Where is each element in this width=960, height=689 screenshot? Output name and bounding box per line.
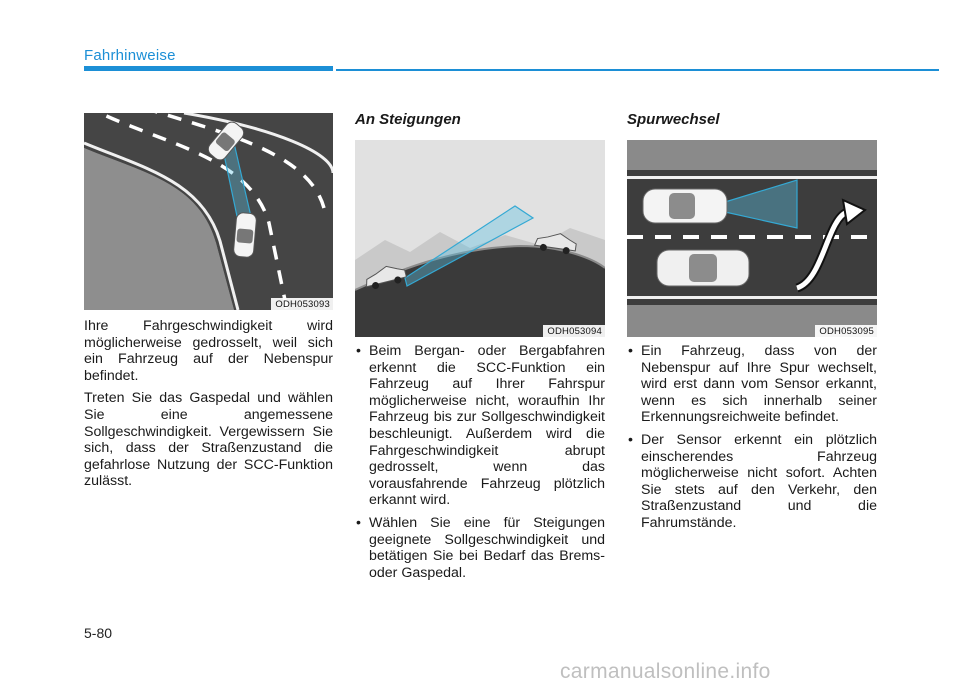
figure-code: ODH053095 [815,325,877,337]
header-rule-thick [84,66,333,71]
own-car [233,212,257,258]
own-car [643,189,727,223]
page-number: 5-80 [84,625,113,641]
curve-illustration [84,113,333,310]
figure-slope [355,140,605,337]
watermark: carmanualsonline.info [560,660,771,683]
heading-steigungen: An Steigungen [355,111,461,128]
paragraph: Treten Sie das Gaspedal und wählen Sie eine angemessene Sollgeschwindigkeit. Vergewissern Sie sich, dass der Straßenzustand die gefahrlose Nutzung der SCC-Funktion zulässt. [84,390,333,490]
merging-car [657,250,749,286]
bullet-item: • Beim Bergan- oder Bergabfahren erkennt die SCC-Funktion ein Fahrzeug auf Ihrer Fahrspur möglicherweise nicht, woraufhin Ihr Fahrzeug bis zur Sollgeschwindigkeit beschleunigt. Außerdem wird die Fahrgeschwindigkeit abrupt gedrosselt, wenn das vorausfahrende Fahrzeug plötzlich erkannt wird. [355,343,605,509]
figure-lane-change [627,140,877,337]
bullet-item: • Wählen Sie eine für Steigungen geeignete Sollgeschwindigkeit und betätigen Sie bei Bedarf das Brems- oder Gaspedal. [355,515,605,581]
column-1-text [84,318,333,496]
heading-spurwechsel: Spurwechsel [627,111,720,128]
slope-illustration [355,140,605,337]
figure-code: ODH053093 [271,298,333,310]
lane-change-illustration [627,140,877,337]
paragraph: Ihre Fahrgeschwindigkeit wird möglicherweise gedrosselt, weil sich ein Fahrzeug auf der Nebenspur befindet. [84,318,333,384]
column-3-text [627,343,877,538]
figure-curve [84,113,333,310]
column-2-text [355,343,605,587]
section-title: Fahrhinweise [84,47,176,64]
bullet-item: • Der Sensor erkennt ein plötzlich einscherendes Fahrzeug möglicherweise nicht sofort. Achten Sie stets auf den Verkehr, den Straßenzustand und die Fahrumstände. [627,432,877,532]
bullet-item: • Ein Fahrzeug, dass von der Nebenspur auf Ihre Spur wechselt, wird erst dann vom Sensor erkannt, wenn es sich innerhalb seiner Erkennungsreichweite befindet. [627,343,877,426]
header-rule-thin [336,69,939,71]
figure-code: ODH053094 [543,325,605,337]
